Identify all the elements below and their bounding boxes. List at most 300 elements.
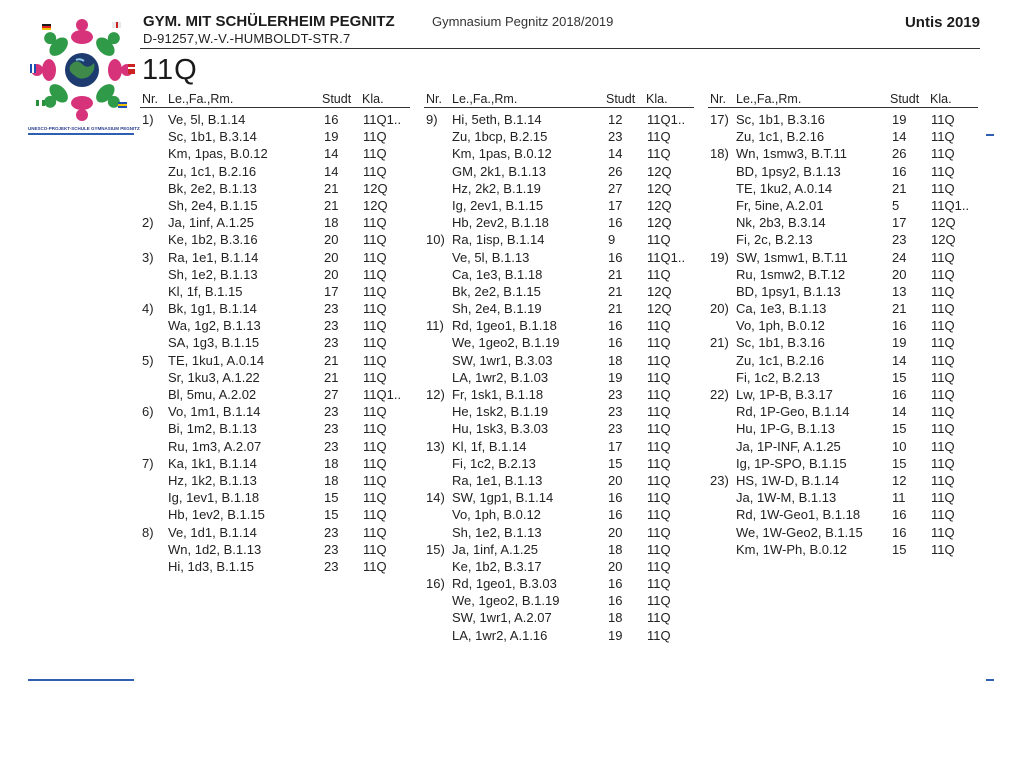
header-le-fa-rm: Le.,Fa.,Rm.	[736, 92, 802, 106]
course-row	[424, 145, 694, 162]
teacher-subject-room: Ra, 1e1, B.1.14	[168, 249, 259, 265]
student-count: 14	[892, 352, 907, 368]
teacher-subject-room: Km, 1pas, B.0.12	[168, 146, 268, 162]
course-row	[140, 300, 410, 317]
class-label: 11Q	[363, 541, 387, 557]
header-le-fa-rm: Le.,Fa.,Rm.	[168, 92, 234, 106]
course-row	[708, 128, 978, 145]
teacher-subject-room: Sh, 1e2, B.1.13	[168, 266, 258, 282]
course-row	[140, 455, 410, 472]
course-row	[140, 197, 410, 214]
student-count: 20	[324, 232, 339, 248]
teacher-subject-room: Ke, 1b2, B.3.16	[168, 232, 258, 248]
class-label: 11Q	[647, 490, 671, 506]
course-row	[140, 472, 410, 489]
course-row	[708, 249, 978, 266]
teacher-subject-room: Hz, 1k2, B.1.13	[168, 472, 257, 488]
teacher-subject-room: Ig, 2ev1, B.1.15	[452, 197, 544, 213]
teacher-subject-room: Zu, 1bcp, B.2.15	[452, 129, 548, 145]
class-label: 11Q	[931, 301, 955, 317]
class-label: 11Q	[363, 369, 387, 385]
software-label: Untis 2019	[904, 14, 980, 31]
student-count: 15	[892, 421, 907, 437]
teacher-subject-room: Bk, 1g1, B.1.14	[168, 301, 257, 317]
teacher-subject-room: Ra, 1isp, B.1.14	[452, 232, 545, 248]
class-label: 11Q	[647, 472, 671, 488]
course-row	[708, 197, 978, 214]
course-column-2	[424, 92, 694, 644]
student-count: 19	[892, 335, 907, 351]
course-row	[424, 489, 694, 506]
teacher-subject-room: Ca, 1e3, B.1.18	[452, 266, 543, 282]
student-count: 24	[892, 249, 907, 265]
student-count: 16	[608, 318, 623, 334]
student-count: 21	[324, 369, 339, 385]
teacher-subject-room: Ru, 1smw2, B.T.12	[736, 266, 846, 282]
teacher-subject-room: Bi, 1m2, B.1.13	[168, 421, 257, 437]
course-row	[708, 180, 978, 197]
teacher-subject-room: SW, 1wr1, A.2.07	[452, 610, 552, 626]
header-le-fa-rm: Le.,Fa.,Rm.	[452, 92, 518, 106]
course-row	[140, 524, 410, 541]
course-row	[140, 145, 410, 162]
course-row	[140, 334, 410, 351]
student-count: 19	[608, 627, 623, 643]
class-label: 11Q	[647, 352, 671, 368]
class-label: 11Q	[931, 283, 955, 299]
teacher-subject-room: GM, 2k1, B.1.13	[452, 163, 546, 179]
group-number: 3)	[142, 249, 154, 265]
course-row	[424, 609, 694, 626]
class-label: 11Q1..	[931, 197, 970, 213]
teacher-subject-room: Rd, 1W-Geo1, B.1.18	[736, 507, 861, 523]
class-label: 11Q	[931, 352, 955, 368]
teacher-subject-room: Bk, 2e2, B.1.15	[452, 283, 541, 299]
class-label: 11Q	[647, 232, 671, 248]
student-count: 15	[608, 455, 623, 471]
header-studt: Studt	[606, 92, 636, 106]
group-number: 22)	[710, 387, 729, 402]
teacher-subject-room: Hz, 2k2, B.1.19	[452, 180, 541, 196]
teacher-subject-room: Ca, 1e3, B.1.13	[736, 301, 827, 317]
group-number: 15)	[426, 541, 445, 557]
student-count: 14	[892, 129, 907, 145]
student-count: 20	[324, 249, 339, 265]
student-count: 15	[892, 369, 907, 385]
student-count: 23	[324, 318, 339, 334]
class-label: 11Q	[931, 404, 955, 420]
class-label: 11Q1..	[647, 112, 686, 127]
group-number: 13)	[426, 438, 445, 454]
class-label: 11Q	[647, 129, 671, 145]
course-row	[708, 334, 978, 351]
student-count: 23	[892, 232, 907, 248]
course-row	[708, 420, 978, 437]
class-label: 11Q	[931, 180, 955, 196]
teacher-subject-room: HS, 1W-D, B.1.14	[736, 472, 840, 488]
student-count: 23	[608, 421, 623, 437]
group-number: 17)	[710, 112, 729, 127]
student-count: 15	[324, 507, 339, 523]
teacher-subject-room: Zu, 1c1, B.2.16	[736, 352, 825, 368]
student-count: 18	[608, 352, 623, 368]
teacher-subject-room: Ke, 1b2, B.3.17	[452, 558, 542, 574]
student-count: 21	[608, 283, 623, 299]
group-number: 18)	[710, 146, 729, 162]
student-count: 26	[608, 163, 623, 179]
course-row	[140, 266, 410, 283]
student-count: 21	[608, 301, 623, 317]
course-row	[708, 541, 978, 558]
class-label: 11Q	[363, 318, 387, 334]
class-label: 11Q	[647, 541, 671, 557]
student-count: 15	[892, 541, 907, 557]
class-label: 11Q	[931, 129, 955, 145]
course-row	[424, 369, 694, 386]
student-count: 23	[608, 387, 623, 402]
header-nr: Nr.	[426, 92, 442, 106]
course-row	[140, 403, 410, 420]
course-row	[708, 231, 978, 248]
class-label: 11Q	[931, 507, 955, 523]
class-label: 11Q1..	[363, 112, 402, 127]
teacher-subject-room: Ve, 5l, B.1.14	[168, 112, 246, 127]
teacher-subject-room: Sc, 1b1, B.3.16	[736, 112, 825, 127]
group-number: 16)	[426, 576, 445, 592]
student-count: 23	[324, 541, 339, 557]
class-label: 12Q	[931, 215, 956, 231]
course-row	[424, 403, 694, 420]
student-count: 19	[892, 112, 907, 127]
class-label: 12Q	[647, 215, 672, 231]
student-count: 12	[608, 112, 623, 127]
course-row	[708, 524, 978, 541]
class-label: 11Q	[647, 387, 671, 402]
teacher-subject-room: Sh, 2e4, B.1.15	[168, 197, 258, 213]
student-count: 23	[324, 335, 339, 351]
course-row	[140, 438, 410, 455]
class-label: 11Q	[363, 266, 387, 282]
teacher-subject-room: SW, 1smw1, B.T.11	[736, 249, 848, 265]
group-number: 21)	[710, 335, 729, 351]
student-count: 16	[608, 249, 623, 265]
teacher-subject-room: Ig, 1P-SPO, B.1.15	[736, 455, 847, 471]
course-row	[424, 438, 694, 455]
course-row	[140, 231, 410, 248]
course-row	[708, 369, 978, 386]
class-label: 11Q	[647, 369, 671, 385]
class-label: 11Q	[363, 283, 387, 299]
student-count: 15	[324, 490, 339, 506]
course-row	[424, 472, 694, 489]
teacher-subject-room: Ja, 1inf, A.1.25	[168, 215, 255, 231]
course-row	[424, 524, 694, 541]
teacher-subject-room: Sc, 1b1, B.3.16	[736, 335, 825, 351]
student-count: 23	[608, 129, 623, 145]
student-count: 20	[608, 524, 623, 540]
teacher-subject-room: Km, 1pas, B.0.12	[452, 146, 552, 162]
teacher-subject-room: Ig, 1ev1, B.1.18	[168, 490, 260, 506]
student-count: 18	[608, 610, 623, 626]
course-row	[708, 506, 978, 523]
course-row	[424, 541, 694, 558]
course-row	[424, 334, 694, 351]
class-label: 11Q	[931, 335, 955, 351]
student-count: 16	[892, 387, 907, 402]
teacher-subject-room: Bl, 5mu, A.2.02	[168, 387, 257, 402]
teacher-subject-room: Ru, 1m3, A.2.07	[168, 438, 262, 454]
student-count: 23	[608, 404, 623, 420]
teacher-subject-room: Rd, 1geo1, B.1.18	[452, 318, 557, 334]
course-row	[708, 472, 978, 489]
class-label: 11Q	[363, 524, 387, 540]
teacher-subject-room: Wn, 1d2, B.1.13	[168, 541, 262, 557]
teacher-subject-room: Fr, 1sk1, B.1.18	[452, 387, 544, 402]
unesco-globe-icon	[28, 16, 136, 124]
group-number: 12)	[426, 387, 445, 402]
student-count: 17	[324, 283, 339, 299]
class-label: 11Q	[647, 627, 671, 643]
course-row	[424, 214, 694, 231]
teacher-subject-room: Fi, 2c, B.2.13	[736, 232, 813, 248]
teacher-subject-room: Ja, 1inf, A.1.25	[452, 541, 539, 557]
student-count: 27	[608, 180, 623, 196]
class-label: 11Q	[363, 421, 387, 437]
class-label: 11Q	[647, 318, 671, 334]
course-row	[140, 214, 410, 231]
course-row	[424, 420, 694, 437]
class-label: 11Q	[363, 301, 387, 317]
group-number: 2)	[142, 215, 154, 231]
course-row	[424, 128, 694, 145]
student-count: 14	[608, 146, 623, 162]
class-label: 11Q	[931, 318, 955, 334]
course-row	[424, 231, 694, 248]
course-row	[140, 352, 410, 369]
course-row	[708, 489, 978, 506]
course-row	[140, 111, 410, 128]
class-label: 11Q	[363, 455, 387, 471]
class-label: 11Q	[931, 524, 955, 540]
course-row	[140, 558, 410, 575]
logo-caption: UNESCO-PROJEKT-SCHULE GYMNASIUM PEGNITZ	[28, 126, 140, 131]
group-number: 1)	[142, 112, 154, 127]
class-label: 11Q	[647, 455, 671, 471]
student-count: 21	[324, 197, 339, 213]
teacher-subject-room: He, 1sk2, B.1.19	[452, 404, 549, 420]
class-label: 11Q	[931, 490, 955, 506]
student-count: 10	[892, 438, 907, 454]
header-nr: Nr.	[710, 92, 726, 106]
school-year: Gymnasium Pegnitz 2018/2019	[432, 14, 614, 29]
teacher-subject-room: Hi, 1d3, B.1.15	[168, 558, 254, 574]
teacher-subject-room: We, 1geo2, B.1.19	[452, 593, 560, 609]
course-row	[424, 352, 694, 369]
teacher-subject-room: We, 1W-Geo2, B.1.15	[736, 524, 863, 540]
teacher-subject-room: Ja, 1W-M, B.1.13	[736, 490, 837, 506]
teacher-subject-room: Ra, 1e1, B.1.13	[452, 472, 543, 488]
group-number: 11)	[426, 318, 444, 334]
course-row	[708, 163, 978, 180]
left-accent-line-bottom	[28, 679, 134, 681]
course-row	[424, 506, 694, 523]
student-count: 16	[608, 335, 623, 351]
student-count: 18	[608, 541, 623, 557]
student-count: 26	[892, 146, 907, 162]
teacher-subject-room: Hb, 1ev2, B.1.15	[168, 507, 265, 523]
column-header	[424, 92, 694, 108]
teacher-subject-room: Nk, 2b3, B.3.14	[736, 215, 826, 231]
student-count: 20	[324, 266, 339, 282]
course-row	[708, 317, 978, 334]
school-name: GYM. MIT SCHÜLERHEIM PEGNITZ	[143, 13, 395, 30]
class-label: 11Q	[931, 112, 955, 127]
teacher-subject-room: Sr, 1ku3, A.1.22	[168, 369, 260, 385]
teacher-subject-room: TE, 1ku1, A.0.14	[168, 352, 265, 368]
teacher-subject-room: Fi, 1c2, B.2.13	[452, 455, 536, 471]
group-number: 23)	[710, 472, 729, 488]
group-number: 8)	[142, 524, 154, 540]
teacher-subject-room: Bk, 2e2, B.1.13	[168, 180, 257, 196]
teacher-subject-room: Ve, 1d1, B.1.14	[168, 524, 257, 540]
header-kla: Kla.	[930, 92, 952, 106]
course-row	[424, 266, 694, 283]
student-count: 16	[608, 593, 623, 609]
teacher-subject-room: We, 1geo2, B.1.19	[452, 335, 560, 351]
column-header	[140, 92, 410, 108]
class-label: 11Q	[363, 558, 387, 574]
class-label: 11Q	[931, 421, 955, 437]
teacher-subject-room: Ja, 1P-INF, A.1.25	[736, 438, 841, 454]
teacher-subject-room: TE, 1ku2, A.0.14	[736, 180, 833, 196]
course-row	[140, 283, 410, 300]
student-count: 13	[892, 283, 907, 299]
group-number: 14)	[426, 490, 445, 506]
teacher-subject-room: Fi, 1c2, B.2.13	[736, 369, 820, 385]
student-count: 17	[608, 197, 623, 213]
student-count: 17	[608, 438, 623, 454]
class-label: 11Q	[363, 352, 387, 368]
header-studt: Studt	[322, 92, 352, 106]
student-count: 20	[892, 266, 907, 282]
student-count: 21	[608, 266, 623, 282]
teacher-subject-room: Vo, 1ph, B.0.12	[736, 318, 825, 334]
teacher-subject-room: Km, 1W-Ph, B.0.12	[736, 541, 848, 557]
group-number: 20)	[710, 301, 729, 317]
course-row	[424, 197, 694, 214]
course-row	[708, 438, 978, 455]
column-header	[708, 92, 978, 108]
student-count: 9	[608, 232, 616, 248]
teacher-subject-room: Hb, 2ev2, B.1.18	[452, 215, 549, 231]
course-row	[708, 111, 978, 128]
class-label: 12Q	[647, 163, 672, 179]
group-number: 10)	[426, 232, 445, 248]
teacher-subject-room: LA, 1wr2, A.1.16	[452, 627, 548, 643]
student-count: 20	[608, 472, 623, 488]
course-row	[140, 489, 410, 506]
course-row	[140, 369, 410, 386]
student-count: 23	[324, 558, 339, 574]
teacher-subject-room: LA, 1wr2, B.1.03	[452, 369, 549, 385]
class-label: 11Q	[647, 438, 671, 454]
course-row	[708, 352, 978, 369]
course-column-1	[140, 92, 410, 575]
class-label: 11Q	[647, 558, 671, 574]
class-label: 11Q	[363, 438, 387, 454]
class-label: 11Q	[931, 472, 955, 488]
student-count: 23	[324, 421, 339, 437]
student-count: 14	[892, 404, 907, 420]
course-row	[424, 300, 694, 317]
student-count: 16	[892, 163, 907, 179]
student-count: 12	[892, 472, 907, 488]
course-row	[424, 163, 694, 180]
teacher-subject-room: Zu, 1c1, B.2.16	[168, 163, 257, 179]
class-label: 11Q	[931, 455, 955, 471]
class-label: 11Q	[931, 146, 955, 162]
teacher-subject-room: Sc, 1b1, B.3.14	[168, 129, 257, 145]
course-row	[424, 180, 694, 197]
class-label: 11Q	[647, 266, 671, 282]
group-number: 19)	[710, 249, 729, 265]
class-label: 12Q	[363, 180, 388, 196]
teacher-subject-room: Lw, 1P-B, B.3.17	[736, 387, 833, 402]
course-row	[708, 283, 978, 300]
course-row	[140, 249, 410, 266]
student-count: 18	[324, 472, 339, 488]
class-label: 11Q	[931, 163, 955, 179]
course-row	[140, 541, 410, 558]
course-row	[424, 111, 694, 128]
course-row	[140, 420, 410, 437]
student-count: 16	[608, 490, 623, 506]
class-label: 11Q	[931, 249, 955, 265]
class-label: 12Q	[363, 197, 388, 213]
right-tick-bottom	[986, 679, 994, 681]
class-label: 11Q	[363, 490, 387, 506]
class-label: 11Q	[647, 576, 671, 592]
class-label: 11Q	[647, 610, 671, 626]
group-number: 6)	[142, 404, 154, 420]
course-row	[708, 386, 978, 403]
class-label: 12Q	[647, 197, 672, 213]
header-kla: Kla.	[362, 92, 384, 106]
course-row	[424, 283, 694, 300]
class-label: 11Q	[931, 541, 955, 557]
student-count: 21	[892, 301, 907, 317]
class-label: 11Q	[647, 421, 671, 437]
school-address: D-91257,W.-V.-HUMBOLDT-STR.7	[143, 31, 351, 46]
class-label: 11Q	[363, 335, 387, 351]
class-label: 12Q	[647, 301, 672, 317]
course-row	[708, 300, 978, 317]
course-row	[424, 592, 694, 609]
course-row	[424, 386, 694, 403]
teacher-subject-room: Sh, 2e4, B.1.19	[452, 301, 542, 317]
teacher-subject-room: Kl, 1f, B.1.15	[168, 283, 243, 299]
header-kla: Kla.	[646, 92, 668, 106]
course-row	[708, 266, 978, 283]
class-label: 11Q	[647, 524, 671, 540]
class-label: 11Q1..	[647, 249, 686, 265]
course-row	[424, 558, 694, 575]
student-count: 16	[892, 318, 907, 334]
class-label: 11Q	[363, 215, 387, 231]
class-label: 11Q	[363, 404, 387, 420]
student-count: 5	[892, 197, 900, 213]
student-count: 16	[608, 215, 623, 231]
